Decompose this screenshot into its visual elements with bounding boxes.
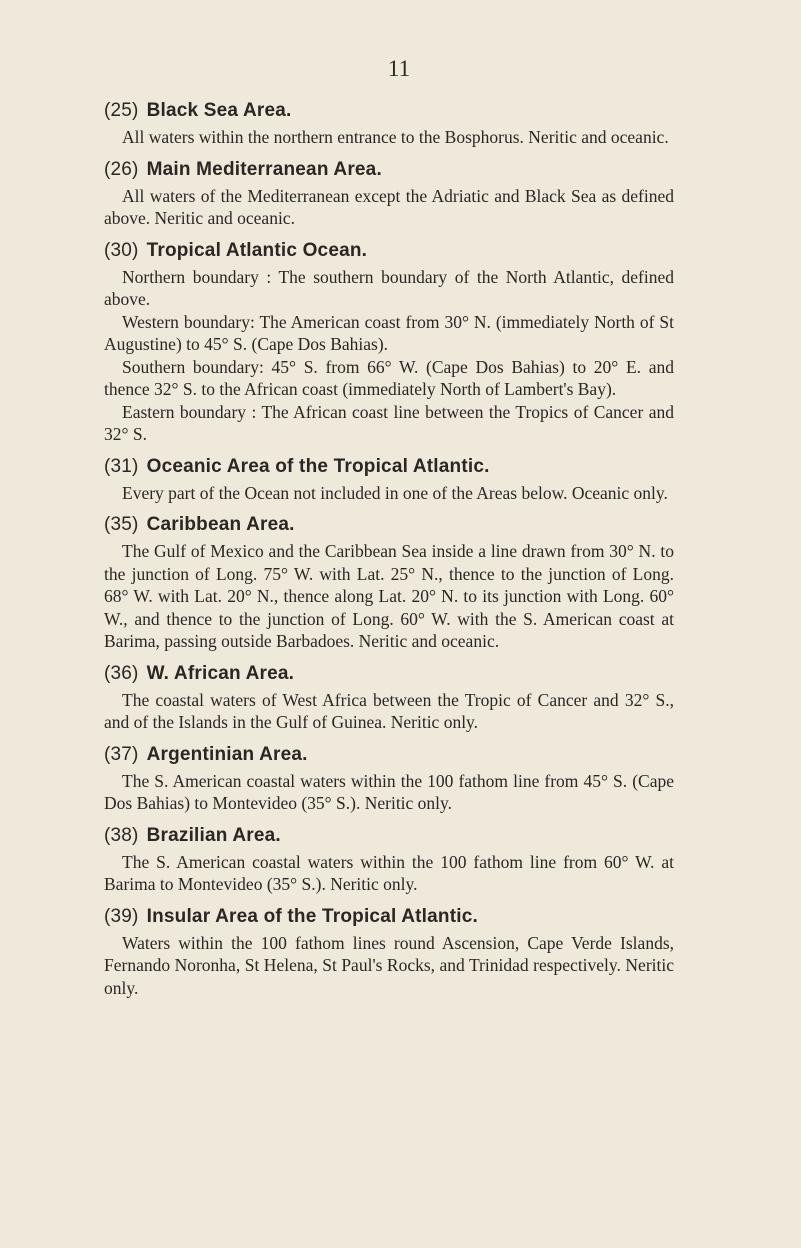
section-paragraph: Eastern boundary : The African coast line between the Tropics of Cancer and 32° S. <box>104 401 674 444</box>
section-title: Brazilian Area. <box>146 824 281 846</box>
section-number: (25) <box>104 100 139 121</box>
section-number: (35) <box>104 514 139 535</box>
section-heading <box>104 744 674 766</box>
section-number: (31) <box>104 455 139 477</box>
section <box>104 240 674 446</box>
section-heading <box>104 514 674 536</box>
section-title: Tropical Atlantic Ocean. <box>146 239 368 261</box>
section-paragraph: Waters within the 100 fathom lines round Ascension, Cape Verde Islands, Fernando Noronha, St Helena, St Paul's Rocks, and Trinidad respectively. Neritic only. <box>104 932 674 998</box>
section-paragraph: The Gulf of Mexico and the Caribbean Sea inside a line drawn from 30° N. to the junction of Long. 75° W. with Lat. 25° N., thence to the junction of Long. 68° W. with Lat. 20° N., thence along Lat. 20° N. to its junction with Long. 60° W., and thence to the junction of Long. 60° W. with the S. American coast at Barima, passing outside Barbadoes. Neritic and oceanic. <box>104 541 674 651</box>
section-title: Caribbean Area. <box>146 514 295 535</box>
document-page <box>104 56 674 1009</box>
section-paragraph: Every part of the Ocean not included in one of the Areas below. Oceanic only. <box>122 482 668 503</box>
section <box>104 825 674 896</box>
section-number: (37) <box>104 743 139 765</box>
section-title: Black Sea Area. <box>146 100 292 121</box>
section <box>104 744 674 815</box>
section-paragraph: All waters within the northern entrance to the Bosphorus. Neritic and oceanic. <box>122 127 669 147</box>
section-paragraph: The coastal waters of West Africa between the Tropic of Cancer and 32° S., and of the Islands in the Gulf of Guinea. Neritic only. <box>104 689 674 732</box>
section-heading <box>104 100 674 122</box>
section-heading <box>104 906 674 928</box>
section-paragraph: The S. American coastal waters within the 100 fathom line from 45° S. (Cape Dos Bahias) to Montevideo (35° S.). Neritic only. <box>104 770 674 813</box>
page-number: 11 <box>387 56 411 81</box>
section-heading <box>104 240 674 262</box>
section-title: Insular Area of the Tropical Atlantic. <box>146 905 478 927</box>
section-title: Oceanic Area of the Tropical Atlantic. <box>146 455 490 477</box>
section-paragraph: Western boundary: The American coast from 30° N. (immediately North of St Augustine) to 45° S. (Cape Dos Bahias). <box>104 311 674 354</box>
section <box>104 663 674 734</box>
section-heading <box>104 159 674 181</box>
section-number: (30) <box>104 239 139 261</box>
section <box>104 456 674 505</box>
section-number: (39) <box>104 905 139 927</box>
section-heading <box>104 663 674 685</box>
section-title: Main Mediterranean Area. <box>146 158 382 180</box>
section-title: W. African Area. <box>146 662 295 684</box>
section-title: Argentinian Area. <box>146 743 308 765</box>
section-number: (26) <box>104 158 139 180</box>
section-paragraph: All waters of the Mediterranean except the Adriatic and Black Sea as defined above. Neritic and oceanic. <box>104 185 674 228</box>
section-list <box>104 100 674 999</box>
section-paragraph: The S. American coastal waters within the 100 fathom line from 60° W. at Barima to Montevideo (35° S.). Neritic only. <box>104 851 674 894</box>
section <box>104 159 674 230</box>
section-number: (36) <box>104 662 139 684</box>
section-paragraph: Northern boundary : The southern boundary of the North Atlantic, defined above. <box>104 266 674 309</box>
section <box>104 514 674 653</box>
section-heading <box>104 825 674 847</box>
section <box>104 906 674 1000</box>
section <box>104 100 674 149</box>
section-number: (38) <box>104 824 139 846</box>
section-heading <box>104 456 674 478</box>
section-paragraph: Southern boundary: 45° S. from 66° W. (Cape Dos Bahias) to 20° E. and thence 32° S. to the African coast (immediately North of Lambert's Bay). <box>104 356 674 399</box>
